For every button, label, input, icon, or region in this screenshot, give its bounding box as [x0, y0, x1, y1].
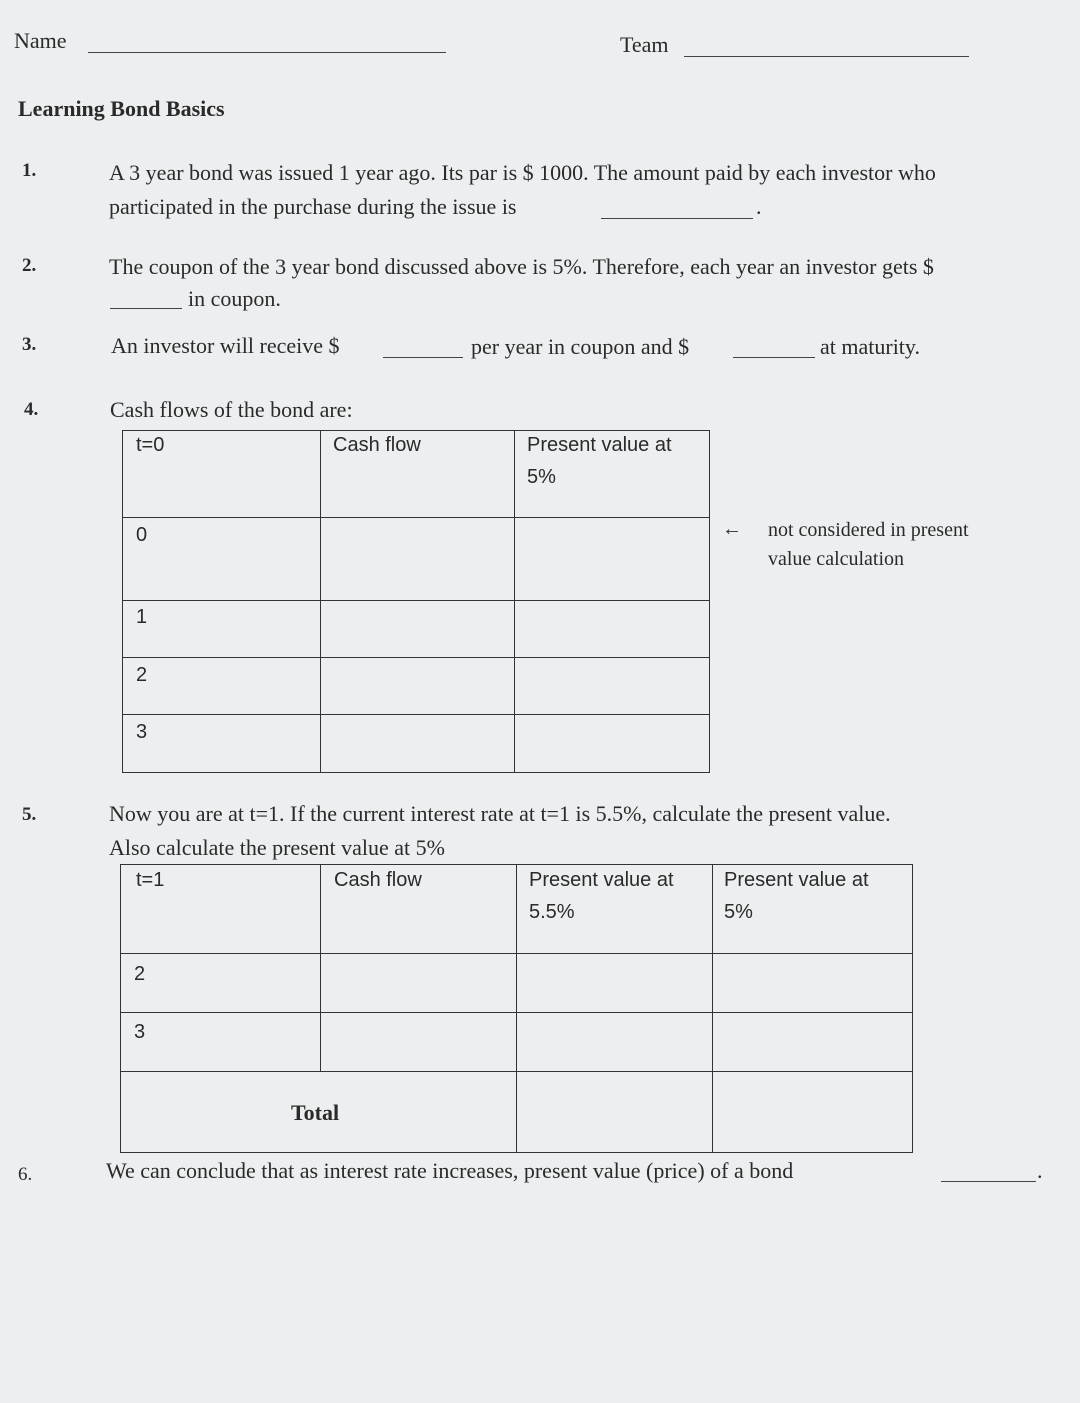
- table1-header-t: t=0: [136, 434, 165, 456]
- table1-row-t0: 0: [136, 524, 148, 546]
- question-5-line2: Also calculate the present value at 5%: [109, 835, 445, 860]
- question-6-period: .: [1037, 1158, 1043, 1183]
- question-3-part3: at maturity.: [820, 334, 920, 359]
- table1-note-line2: value calculation: [768, 548, 905, 570]
- table2-row-t3: 3: [134, 1021, 146, 1043]
- question-2-answer-blank[interactable]: [110, 308, 182, 309]
- question-3-maturity-blank[interactable]: [733, 357, 815, 358]
- name-field-line[interactable]: [88, 52, 446, 53]
- table1-row-t3: 3: [136, 721, 148, 743]
- question-3-number: 3.: [22, 334, 37, 355]
- team-label: Team: [620, 32, 669, 57]
- question-1-number: 1.: [22, 160, 37, 181]
- question-6-answer-blank[interactable]: [941, 1181, 1036, 1182]
- question-6-text: We can conclude that as interest rate increases, present value (price) of a bond: [106, 1158, 794, 1183]
- table1-header-cash-flow: Cash flow: [333, 434, 421, 456]
- table2-header-pv-b: Present value at: [724, 869, 869, 891]
- name-label: Name: [14, 28, 67, 53]
- question-3-part2: per year in coupon and $: [471, 334, 690, 359]
- question-2-line1: The coupon of the 3 year bond discussed above is 5%. Therefore, each year an investor gets $: [109, 254, 934, 279]
- table1-row-t2: 2: [136, 664, 148, 686]
- table2-header-t: t=1: [136, 869, 165, 891]
- question-3-part1: An investor will receive $: [111, 333, 340, 358]
- table2-header-pv-a: Present value at: [529, 869, 674, 891]
- table1-header-pv: Present value at: [527, 434, 672, 456]
- question-6-number: 6.: [18, 1164, 33, 1185]
- table1-header-pv-rate: 5%: [527, 466, 556, 488]
- left-arrow-icon: ←: [722, 518, 742, 540]
- question-1-answer-blank[interactable]: [601, 218, 753, 219]
- table1-border: [122, 430, 710, 773]
- worksheet-title: Learning Bond Basics: [18, 96, 225, 121]
- question-5-line1: Now you are at t=1. If the current interest rate at t=1 is 5.5%, calculate the present value.: [109, 801, 891, 826]
- question-2-number: 2.: [22, 255, 37, 276]
- question-4-number: 4.: [24, 399, 39, 420]
- table2-header-pv-b-rate: 5%: [724, 901, 753, 923]
- table1-note-line1: not considered in present: [768, 519, 969, 541]
- question-1-line2: participated in the purchase during the issue is: [109, 194, 517, 219]
- table2-header-pv-a-rate: 5.5%: [529, 901, 575, 923]
- table2-total-label: Total: [291, 1100, 340, 1125]
- question-1-period: .: [756, 194, 762, 219]
- question-5-number: 5.: [22, 804, 37, 825]
- question-4-text: Cash flows of the bond are:: [110, 397, 353, 422]
- question-2-line2: in coupon.: [188, 286, 281, 311]
- team-field-line[interactable]: [684, 56, 969, 57]
- table1-row-t1: 1: [136, 606, 148, 628]
- question-3-coupon-blank[interactable]: [383, 357, 463, 358]
- table2-row-t2: 2: [134, 963, 146, 985]
- table2-header-cash-flow: Cash flow: [334, 869, 422, 891]
- question-1-line1: A 3 year bond was issued 1 year ago. Its par is $ 1000. The amount paid by each investor who: [109, 160, 936, 185]
